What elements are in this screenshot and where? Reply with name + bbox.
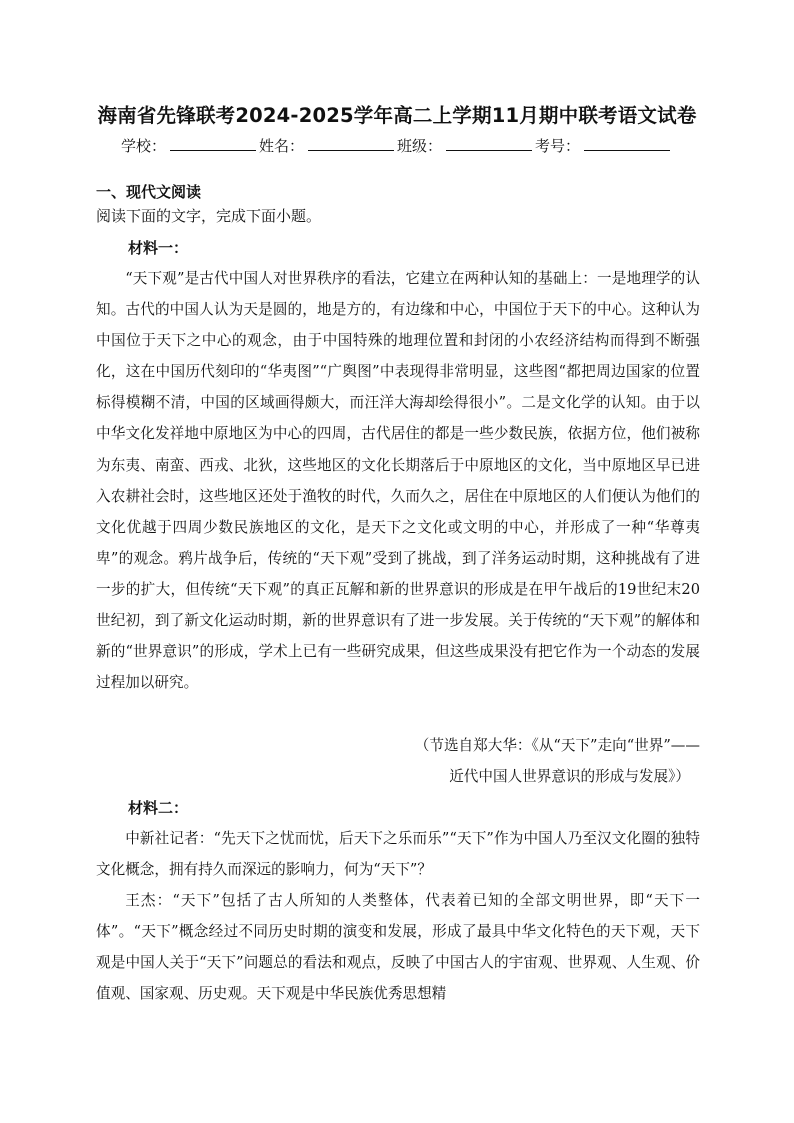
name-blank[interactable]: [308, 138, 394, 151]
class-label: 班级：: [397, 137, 443, 155]
student-info-row: [0, 135, 794, 156]
name-field: [259, 135, 397, 156]
exam-title: 海南省先锋联考2024-2025学年高二上学期11月期中联考语文试卷: [97, 104, 697, 127]
material2-title: 材料二：: [128, 799, 189, 817]
name-label: 姓名：: [258, 137, 304, 155]
section-title: 一、现代文阅读: [96, 183, 202, 201]
exam-number-field: [535, 135, 673, 156]
class-blank[interactable]: [446, 138, 532, 151]
instruction-text: 阅读下面的文字，完成下面小题。: [96, 207, 322, 225]
material1-source: [96, 730, 700, 792]
school-field: [121, 135, 259, 156]
material2-paragraph2: 王杰：“天下”包括了古人所知的人类整体，代表着已知的全部文明世界，即“天下一体”。“天下”概念经过不同历史时期的演变和发展，形成了最具中华文化特色的天下观，天下观是中国人关于“天下”问题总的看法和观点，反映了中国古人的宇宙观、世界观、人生观、价值观、国家观、历史观。天下观是中华民族优秀思想精: [96, 892, 700, 1003]
material1-title: 材料一：: [128, 239, 189, 257]
material1-source-line1: （节选自郑大华：《从“天下”走向“世界”——: [414, 737, 700, 754]
material1-paragraph: “天下观”是古代中国人对世界秩序的看法，它建立在两种认知的基础上：一是地理学的认知。古代的中国人认为天是圆的，地是方的，有边缘和中心，中国位于天下的中心。这种认为中国位于天下之中心的观念，由于中国特殊的地理位置和封闭的小农经济结构而得到不断强化，这在中国历代刻印的“华夷图”“广舆图”中表现得非常明显，这些图“都把周边国家的位置标得模糊不清，中国的区域画得颇大，而汪洋大海却绘得很小”。二是文化学的认知。由于以中华文化发祥地中原地区为中心的四周，古代居住的都是一些少数民族，依据方位，他们被称为东夷、南蛮、西戎、北狄，这些地区的文化长期落后于中原地区的文化，当中原地区早已进入农耕社会时，这些地区还处于渔牧的时代，久而久之，居住在中原地区的人们便认为他们的文化优越于四周少数民族地区的文化，是天下之文化或文明的中心，并形成了一种“华尊夷卑”的观念。鸦片战争后，传统的“天下观”受到了挑战，到了洋务运动时期，这种挑战有了进一步的扩大，但传统“天下观”的真正瓦解和新的世界意识的形成是在甲午战后的19世纪末20世纪初，到了新文化运动时期，新的世界意识有了进一步发展。关于传统的“天下观”的解体和新的“世界意识”的形成，学术上已有一些研究成果，但这些成果没有把它作为一个动态的发展过程加以研究。: [96, 270, 700, 692]
material2-paragraph1: 中新社记者：“先天下之忧而忧，后天下之乐而乐”“天下”作为中国人乃至汉文化圈的独特文化概念，拥有持久而深远的影响力，何为“天下”？: [96, 830, 700, 879]
class-field: [397, 135, 535, 156]
exam-number-blank[interactable]: [584, 138, 670, 151]
school-blank[interactable]: [170, 138, 256, 151]
school-label: 学校：: [120, 137, 166, 155]
material1-source-line2: 近代中国人世界意识的形成与发展》）: [449, 768, 690, 786]
exam-number-label: 考号：: [535, 137, 581, 155]
